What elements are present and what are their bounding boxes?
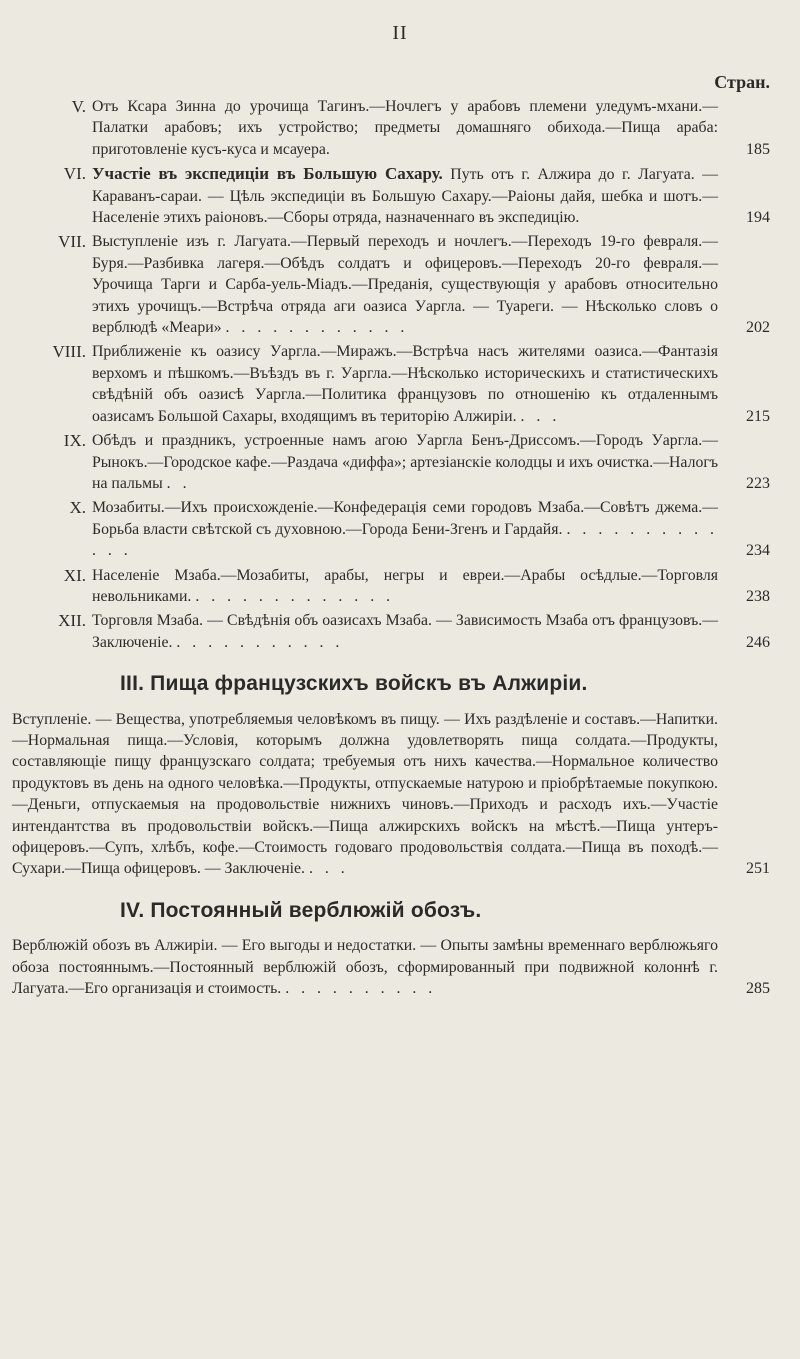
- toc-entry: [63, 163, 770, 228]
- chapter-page: 185: [746, 140, 770, 158]
- chapter-numeral: X.: [69, 498, 86, 518]
- toc-entry: [71, 96, 770, 160]
- page-number: II: [392, 22, 408, 44]
- chapter-page: 238: [746, 587, 770, 605]
- chapter-summary: [92, 163, 770, 228]
- chapter-numeral: XII.: [58, 611, 86, 631]
- chapter-numeral: IX.: [63, 431, 86, 451]
- chapter-numeral: VI.: [63, 164, 86, 184]
- section-entry: [12, 709, 770, 880]
- section-summary: [12, 709, 770, 880]
- chapter-text: Торговля Мзаба. — Свѣдѣнія объ оазисахъ Мзаба. — Зависимость Мзаба отъ французовъ.—Заключеніе.: [92, 612, 718, 651]
- dot-leader: . . . . . . . . . . . . .: [92, 520, 718, 560]
- chapter-page: 234: [746, 542, 770, 560]
- chapter-summary: [92, 497, 770, 561]
- section-entry: [12, 935, 770, 999]
- chapter-text: Выступленіе изъ г. Лагуата.—Первый переходъ и ночлегъ.—Переходъ 19-го февраля.—Буря.—Разбивка лагеря.—Обѣдъ солдатъ и офицеровъ.—Переходъ 20-го февраля.—Урочища Тарги и Сарба-уель-Міадъ.—Преданія, существующія у арабовъ относительно этихъ урочищъ.—Встрѣча отряда аги оазиса Уаргла. — Туареги. — Нѣсколько словъ о верблюдѣ «Меари»: [92, 233, 718, 337]
- dot-leader: . . . . . . . . . . . .: [225, 319, 409, 337]
- chapter-page: 223: [746, 474, 770, 492]
- section-heading: III. Пища французскихъ войскъ въ Алжиріи.: [120, 672, 588, 696]
- chapter-page: 194: [746, 209, 770, 227]
- chapter-summary: [92, 430, 770, 494]
- section-text: Верблюжій обозъ въ Алжиріи. — Его выгоды и недостатки. — Опыты замѣны временнаго верблюжьяго обоза постояннымъ.—Постоянный верблюжій обозъ, сформированный при подвижной колоннѣ г. Лагуата.—Его организація и стоимость.: [12, 937, 718, 998]
- chapter-summary: [92, 341, 770, 427]
- toc-entry: [63, 565, 770, 608]
- dot-leader: . . . . . . . . . . . . .: [195, 587, 395, 605]
- chapter-text: Мозабиты.—Ихъ происхожденіе.—Конфедерація семи городовъ Мзаба.—Совѣтъ джема.—Борьба власти свѣтской съ духовною.—Города Бени-Згенъ и Гардайя.: [92, 499, 718, 538]
- dot-leader: . . . . . . . . . .: [285, 980, 437, 998]
- dot-leader: . .: [166, 474, 191, 492]
- toc-entry: [52, 341, 770, 427]
- page-column-header: Стран.: [714, 72, 770, 92]
- chapter-numeral: XI.: [63, 565, 86, 585]
- chapter-page: 202: [746, 319, 770, 337]
- toc-entry: [58, 231, 770, 338]
- chapter-numeral: VII.: [58, 232, 86, 252]
- chapter-page: 215: [746, 407, 770, 425]
- toc-entry: [63, 430, 770, 494]
- chapter-text: Приближеніе къ оазису Уаргла.—Миражъ.—Встрѣча насъ жителями оазиса.—Фантазія верхомъ и пѣшкомъ.—Въѣздъ въ г. Уаргла.—Нѣсколько историческихъ и статистическихъ свѣдѣній объ оазисѣ Уаргла.—Политика французовъ по отношенію къ отдаленнымъ оазисамъ Большой Сахары, входящимъ въ територію Алжиріи.: [92, 343, 718, 425]
- dot-leader: . . .: [308, 860, 349, 878]
- chapter-text: Отъ Ксара Зинна до урочища Тагинъ.—Ночлегъ у арабовъ племени уледумъ-мхани.—Палатки арабовъ; ихъ устройство; предметы домашняго обихода.—Пища араба: приготовленіе кусъ-куса и мсауера.: [92, 98, 718, 158]
- section-page: 251: [746, 860, 770, 878]
- toc-entry: [69, 497, 770, 561]
- section-page: 285: [746, 980, 770, 998]
- dot-leader: . . .: [520, 407, 561, 425]
- chapter-text: Путь отъ г. Алжира до г. Лагуата. — Караванъ-сараи. — Цѣль экспедиціи въ Большую Сахару.—Раіоны дайя, шебка и шотъ.—Населеніе этихъ раіоновъ.—Сборы отряда, назначеннаго въ экспедицію.: [92, 166, 718, 227]
- chapter-summary: [92, 565, 770, 608]
- section-heading: IV. Постоянный верблюжій обозъ.: [120, 898, 482, 922]
- chapter-numeral: V.: [71, 97, 86, 116]
- chapter-text: Обѣдъ и праздникъ, устроенные намъ агою Уаргла Бенъ-Дриссомъ.—Городъ Уаргла.—Рынокъ.—Городское кафе.—Раздача «диффа»; артезіанскіе колодцы и ихъ очистка.—Налогъ на пальмы: [92, 432, 718, 492]
- section-text: Вступленіе. — Вещества, употребляемыя человѣкомъ въ пищу. — Ихъ раздѣленіе и составъ.—Напитки.—Нормальная пища.—Условія, которымъ должна удовлетворять пища солдата.—Продукты, составляющіе пищу французскаго солдата; требуемыя отъ нихъ качества.—Нормальное количество продуктовъ въ день на одного человѣка.—Продукты, отпускаемые натурою и пріобрѣтаемые покупкою.—Деньги, отпускаемыя на продовольствіе нижнихъ чиновъ.—Приходъ и расходъ ихъ.—Участіе интендантства въ продовольствіи войскъ.—Пища алжирскихъ войскъ на мѣстѣ.—Пища унтеръ-офицеровъ.—Супъ, хлѣбъ, кофе.—Стоимость годоваго продовольствія солдата.—Пища въ походѣ.—Сухари.—Пища офицеровъ. — Заключеніе.: [12, 710, 718, 878]
- chapter-page: 246: [746, 633, 770, 651]
- table-of-contents: [12, 96, 770, 1002]
- section-summary: [12, 935, 770, 999]
- chapter-summary: [92, 231, 770, 338]
- chapter-summary: [92, 610, 770, 653]
- chapter-text: Населеніе Мзаба.—Мозабиты, арабы, негры и евреи.—Арабы осѣдлые.—Торговля невольниками.: [92, 566, 718, 605]
- dot-leader: . . . . . . . . . . .: [176, 633, 344, 651]
- toc-entry: [58, 610, 770, 653]
- chapter-numeral: VIII.: [52, 342, 86, 362]
- chapter-summary: [92, 96, 770, 160]
- chapter-title: Участіе въ экспедиціи въ Большую Сахару.: [92, 164, 443, 184]
